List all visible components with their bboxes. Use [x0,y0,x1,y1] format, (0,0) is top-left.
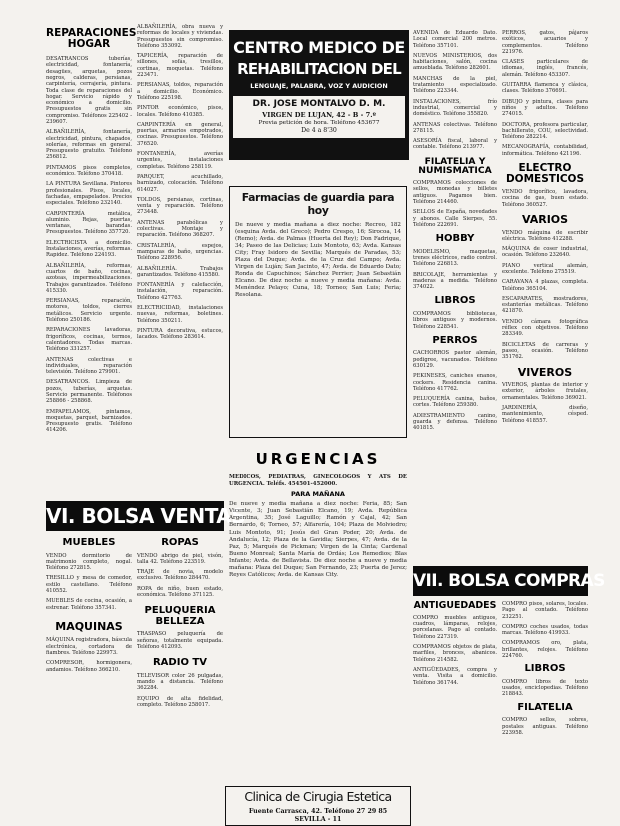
section-heading-perros: PERROS [432,334,478,346]
section-heading-filatelia: FILATELIA Y NUMISMATICA [418,155,492,177]
classified-ad: MUEBLES de cocina, ocasión, a estrenar. Teléfono 357341. [46,598,132,611]
opening-hours: De 4 a 8'30 [301,127,337,134]
classified-ad: REPARACIONES lavadoras, frigoríficos, cocinas, termos, calentadores. Todas marcas. Teléfono 331257. [46,327,132,353]
centro-medico-ad [229,30,409,160]
section-heading-hobby: HOBBY [435,233,475,245]
classified-ad: ALBAÑILERÍA, reformas, cuartos de baño, cocinas, azoteas, impermeabilizaciones. Trabajos garantizados. Teléfono 415330. [46,262,132,294]
classified-ad: ROPA de niño, buen estado, económica. Teléfono 371125. [137,585,223,598]
column-5 [413,30,497,560]
classified-ad: ALBAÑILERÍA, fontanería, electricidad, pintura, chapados, solerías, reformas en general. Presupuesto gratuito. Teléfono 256812. [46,129,132,161]
classified-ad: COMPRO pisos, solares, locales. Pago al contado. Teléfono 232251. [502,601,588,620]
banner-line-1: CENTRO MEDICO DE [233,38,405,57]
classified-ad: BRICOLAJE, herramientas y maderas a medida. Teléfono 374022. [413,271,497,291]
classified-ad: DOCTORA, profesora particular, bachillerato, COU, selectividad. Teléfono 282214. [502,121,588,141]
classified-ad: COMPRO coches usados, todas marcas. Teléfono 419933. [502,623,588,637]
classified-ad: FONTANERÍA y calefacción, instalación, reparación. Teléfono 427763. [137,282,223,301]
classified-ad: GUITARRA flamenca y clásica, clases. Teléfono 376691. [502,82,588,95]
classified-ad: MODELISMO, maquetas, trenes eléctricos, radio control. Teléfono 226813. [413,248,497,268]
classified-ad: ANTENAS parabólicas y colectivas. Montaje y reparación. Teléfono 368207. [137,219,223,239]
classified-ad: PARQUET, acuchillado, barnizado, colocación. Teléfono 614027. [137,173,223,193]
clinica-address: Fuente Carrasca, 42. Teléfono 27 29 85 [248,808,388,815]
classified-ad: PELUQUERÍA canina, baños, cortes. Teléfono 259380. [413,396,497,409]
classified-ad: PINTAMOS pisos completos, económico. Teléfono 370418. [46,164,132,178]
column-6 [502,30,588,570]
classified-ad: CACHORROS pastor alemán, pedigree, vacunados. Teléfono 630129. [413,350,497,369]
classified-ad: CRISTALERÍA, espejos, mamparas de baño, urgencias. Teléfono 228956. [137,242,223,262]
classified-ad: VENDO máquina de escribir eléctrica. Teléfono 412288. [502,229,588,242]
classified-ad: CARPINTERÍA metálica, aluminio. Rejas, puertas, ventanas, barandas. Presupuestos. Teléfono 357720. [46,210,132,236]
classified-ad: TAPICERÍA, reparación de sillones, sofás, tresillos, cortinas, moquetas. Teléfono 223471. [137,53,223,79]
classified-ad: COMPRAMOS bibliotecas, libros antiguos y modernos. Teléfono 228541. [413,310,497,330]
ventas-right-column [137,538,223,808]
classified-ad: NUEVOS MINISTERIOS, dos habitaciones, salón, cocina amueblada. Teléfono 282601. [413,52,497,72]
classified-ad: CARAVANA 4 plazas, completa. Teléfono 365104. [502,279,588,292]
classified-ad: COMPRAMOS colecciones de sellos, monedas y billetes antiguos. Pagamos bien. Teléfono 214460. [413,180,497,205]
section-heading-libros-compras: LIBROS [524,663,566,675]
classified-ad: VENDO dormitorio de matrimonio completo, nogal. Teléfono 272815. [46,552,132,572]
classified-ad: ASESORÍA fiscal, laboral y contable. Teléfono 213977. [413,138,497,151]
classified-ad: MÁQUINA de coser industrial, ocasión. Teléfono 232640. [502,246,588,259]
classified-ad: COMPRO libros de texto usados, enciclopedias. Teléfono 218843. [502,678,588,698]
classified-ad: COMPRESOR, hormigonera, andamios. Teléfono 366210. [46,660,132,673]
classified-ad: ELECTRICISTA a domicilio. Instalaciones, averías, reformas. Rapidez. Teléfono 224193. [46,239,132,259]
banner-line-2: REHABILITACION DEL [237,60,401,78]
classified-ad: EMPAPELAMOS, pintamos, moquetas, parquet, barnizados. Presupuesto gratis. Teléfono 414206. [46,408,132,434]
urgencias-section [229,452,407,778]
classified-ad: PERROS, gatos, pájaros exóticos, acuarios y complementos. Teléfono 221976. [502,30,588,55]
section-heading-radio-tv: RADIO TV [152,657,207,669]
classified-ad: TELEVISOR color 26 pulgadas, mando a distancia. Teléfono 362284. [137,672,223,692]
classified-ad: PEKINESES, caniches enanos, cockers. Residencia canina. Teléfono 417762. [413,373,497,392]
classified-ad: VENDO frigorífico, lavadora, cocina de gas, buen estado. Teléfono 360527. [502,189,588,208]
classified-ad: DESATRANCOS tuberías, electricidad, fontanería, desagües, arquetas, pozos negros, calderas, persianas, carpintería, cerrajería, pintura. Toda clase de reparaciones del hogar. Servicio rápido y económico a domicilio. Presupuestos gratis sin compromiso. Teléfonos 225402 - 239607. [46,56,132,125]
clinic-address: VIRGEN DE LUJAN, 42 - B - 7.º [262,111,376,119]
ventas-left-column [46,538,132,808]
classified-ad: ELECTRICIDAD, instalaciones nuevas, reformas, boletines. Teléfono 350211. [137,304,223,324]
classified-ad: EQUIPO de alta fidelidad, completo. Teléfono 258017. [137,695,223,708]
classified-ad: MANCHAS de la piel, tratamiento especializado. Teléfono 223344. [413,75,497,95]
classified-ad: LA PINTURA Sevillana. Pintores profesionales. Pisos, locales, fachadas, empapelados. Precios especiales. Teléfono 232140. [46,181,132,207]
section-heading-varios: VARIOS [521,212,569,226]
urgencias-text: De nueve y media mañana a diez noche: Feria, 85; San Vicente, 3; Juan Sebastián Elcano, 19; Avda. República Argentina, 35; José Laguillo; Ramón y Cajal, 42; San Bernardo, 6; Torneo, 57; Alfarería, 104; Plaza de Molviedro; Luis Montoto, 91; Jesús del Gran Poder, 20; Avda. de Andalucía, 12; Plaza de la Gavidia; Sierpes, 47; Avda. de la Paz, 5; Marqués de Pickman; Virgen de la Cinta; Cardenal Bueno Monreal; Santa María de Ordás; Los Remedios; Blas Infante; Avda. de Bellavista. De diez noche a nueve y media mañana: Plaza del Duque; San Fernando, 23; Puerta de Jerez; Reyes Católicos; Avda. de Kansas City. [229,501,407,579]
urgencias-title: URGENCIAS [255,450,381,468]
classified-ad: VENDO cámara fotográfica réflex con objetivos. Teléfono 283349. [502,318,588,338]
classified-ad: MECANOGRAFÍA, contabilidad, informática. Teléfono 421196. [502,144,588,157]
classified-ad: TRAJE de novia, modelo exclusivo. Teléfono 284470. [137,569,223,582]
doctor-name: DR. JOSE MONTALVO D. M. [252,99,386,109]
classified-ad: PERSIANAS, toldos, reparación a domicilio. Económico. Teléfono 225198. [137,82,223,101]
classified-ad: MÁQUINA registradora, báscula electrónica, cortadora de fiambres. Teléfono 229973. [46,637,132,657]
classified-ad: ALBAÑILERÍA. Trabajos garantizados. Teléfono 415580. [137,265,223,278]
classified-ad: INSTALACIONES, frío industrial, comercial y doméstico. Teléfono 355820. [413,98,497,118]
farmacias-text: De nueve y media mañana a diez noche: Recreo, 182 (esquina Avda. del Greco); Pedro Crespo, 16; Sirocoa, 14 (Remo); Avda. de Palmas (Huerta del Rey); Don Fadrique, 34; Paseo de las Delicias; Luis Montoto, 63; Avda. Kansas City; Fray Isidoro de Sevilla; Marqués de Paradas, 53; Plaza del Duque; Avda. de la Cruz del Campo; Avda. Virgen de Luján; San Jacinto, 47; Avda. de Eduardo Dato; Ronda de Capuchinos; Sánchez Perrier; Juan Sebastián Elcano. De diez noche a nueve y media mañana: Avda. Menéndez Pelayo; Cuna, 18; Torneo; San Luis; Feria; Resolana. [235,222,401,298]
classified-ad: ESCAPARATES, mostradores, estanterías metálicas. Teléfono 421870. [502,295,588,315]
section-heading-viveros: VIVEROS [517,365,573,379]
compras-left-column [413,601,497,813]
classified-ad: PIANO vertical alemán, excelente. Teléfono 275519. [502,262,588,275]
para-manana-label: PARA MAÑANA [291,490,345,499]
classified-ad: JARDINERÍA, diseño, mantenimiento, césped. Teléfono 418557. [502,405,588,424]
banner-address-panel [233,96,405,138]
classified-ad: PINTOR económico, pisos, locales. Teléfono 410385. [137,105,223,118]
classified-ad: CARPINTERÍA en general, puertas, armarios empotrados, cocinas. Presupuestos. Teléfono 376520. [137,121,223,147]
classified-ad: VIVEROS, plantas de interior y exterior, árboles frutales, ornamentales. Teléfono 369021. [502,382,588,401]
bolsa-compras-banner: VII. BOLSA COMPRAS [413,566,588,596]
section-heading-antiguedades: ANTIGUEDADES [413,600,497,611]
classified-ad: TRESILLO y mesa de comedor, estilo castellano. Teléfono 410552. [46,575,132,594]
appointment-info: Previa petición de hora. Teléfono 453677 [258,120,380,126]
section-heading-libros: LIBROS [434,295,476,307]
banner-line-3: LENGUAJE, PALABRA, VOZ Y AUDICION [250,82,388,90]
classified-ad: ANTIGÜEDADES, compra y venta. Visita a domicilio. Teléfono 361744. [413,666,497,686]
classified-ad: ANTENAS colectivas. Teléfono 278115. [413,121,497,134]
section-heading-electrodomesticos: ELECTRO DOMESTICOS [505,162,585,186]
classified-ad: COMPRO muebles antiguos, cuadros, lámparas, relojes, porcelanas. Pago al contado. Teléfono 227319. [413,614,497,640]
classified-ad: TOLDOS, persianas, cortinas, venta y reparación. Teléfono 273448. [137,196,223,216]
urgencias-subtitle: MEDICOS, PEDIATRAS, GINECOLOGOS Y ATS DE URGENCIA. Teléfs. 454501-452000. [229,473,407,487]
classified-ad: PINTURA decorativa, estucos, lacados. Teléfono 283614. [137,327,223,341]
section-heading-ropas: ROPAS [161,537,199,548]
classified-ad: VENDO abrigo de piel, visón, talla 42. Teléfono 223519. [137,552,223,565]
classified-ad: TRASPASO peluquería de señoras, totalmente equipada. Teléfono 412093. [137,631,223,650]
classified-ad: AVENIDA de Eduardo Dato. Local comercial 200 metros. Teléfono 357101. [413,30,497,49]
column-1 [46,24,137,494]
classified-ad: ALBAÑILERÍA, obra nueva y reformas de locales y viviendas. Presupuestos sin compromiso. Teléfono 353092. [137,24,223,49]
column-2 [137,24,223,494]
clinica-ad [225,786,411,826]
classified-ad: SELLOS de España, novedades y abonos. Calle Sierpes, 55. Teléfono 222691. [413,209,497,228]
farmacias-title: Farmacias de guardia para hoy [241,191,395,217]
classified-ad: CLASES particulares de idiomas, inglés, francés, alemán. Teléfono 453307. [502,59,588,78]
section-heading-peluqueria: PELUQUERIA BELLEZA [144,605,216,627]
section-heading-muebles: MUEBLES [62,537,116,548]
bolsa-ventas-banner: VI. BOLSA VENTAS [46,501,224,531]
classified-ad: COMPRAMOS oro, plata, brillantes, relojes. Teléfono 224760. [502,640,588,660]
section-heading-reparaciones: REPARACIONES HOGAR [46,27,137,51]
classified-ad: BICICLETAS de carreras y paseo, ocasión. Teléfono 351762. [502,341,588,361]
classified-ad: COMPRO sellos, sobres, postales antiguas. Teléfono 223958. [502,717,588,736]
clinica-city: SEVILLA - 11 [294,816,342,823]
classified-ad: DESATRANCOS. Limpieza de pozos, tuberías, arquetas. Servicio permanente. Teléfonos 258866 - 258868. [46,379,132,405]
classified-ad: COMPRAMOS objetos de plata, marfiles, bronces, abanicos. Teléfono 214582. [413,644,497,663]
section-heading-filatelia-compras: FILATELIA [517,701,573,713]
compras-right-column [502,601,588,813]
classified-ad: FONTANERÍA, averías urgentes, instalaciones completas. Teléfono 258119. [137,151,223,170]
farmacias-box [229,186,407,438]
clinica-title: Clinica de Cirugia Estetica [244,789,392,804]
classified-ad: ADIESTRAMIENTO canino, guarda y defensa. Teléfono 401815. [413,412,497,432]
classified-ad: ANTENAS colectivas e individuales, reparación televisión. Teléfono 279901. [46,356,132,376]
classified-ad: DIBUJO y pintura, clases para niños y adultos. Teléfono 274015. [502,98,588,118]
section-heading-maquinas: MAQUINAS [55,619,123,633]
classified-ad: PERSIANAS, reparación, motores, toldos, cierres metálicos. Servicio urgente. Teléfono 250186. [46,298,132,324]
